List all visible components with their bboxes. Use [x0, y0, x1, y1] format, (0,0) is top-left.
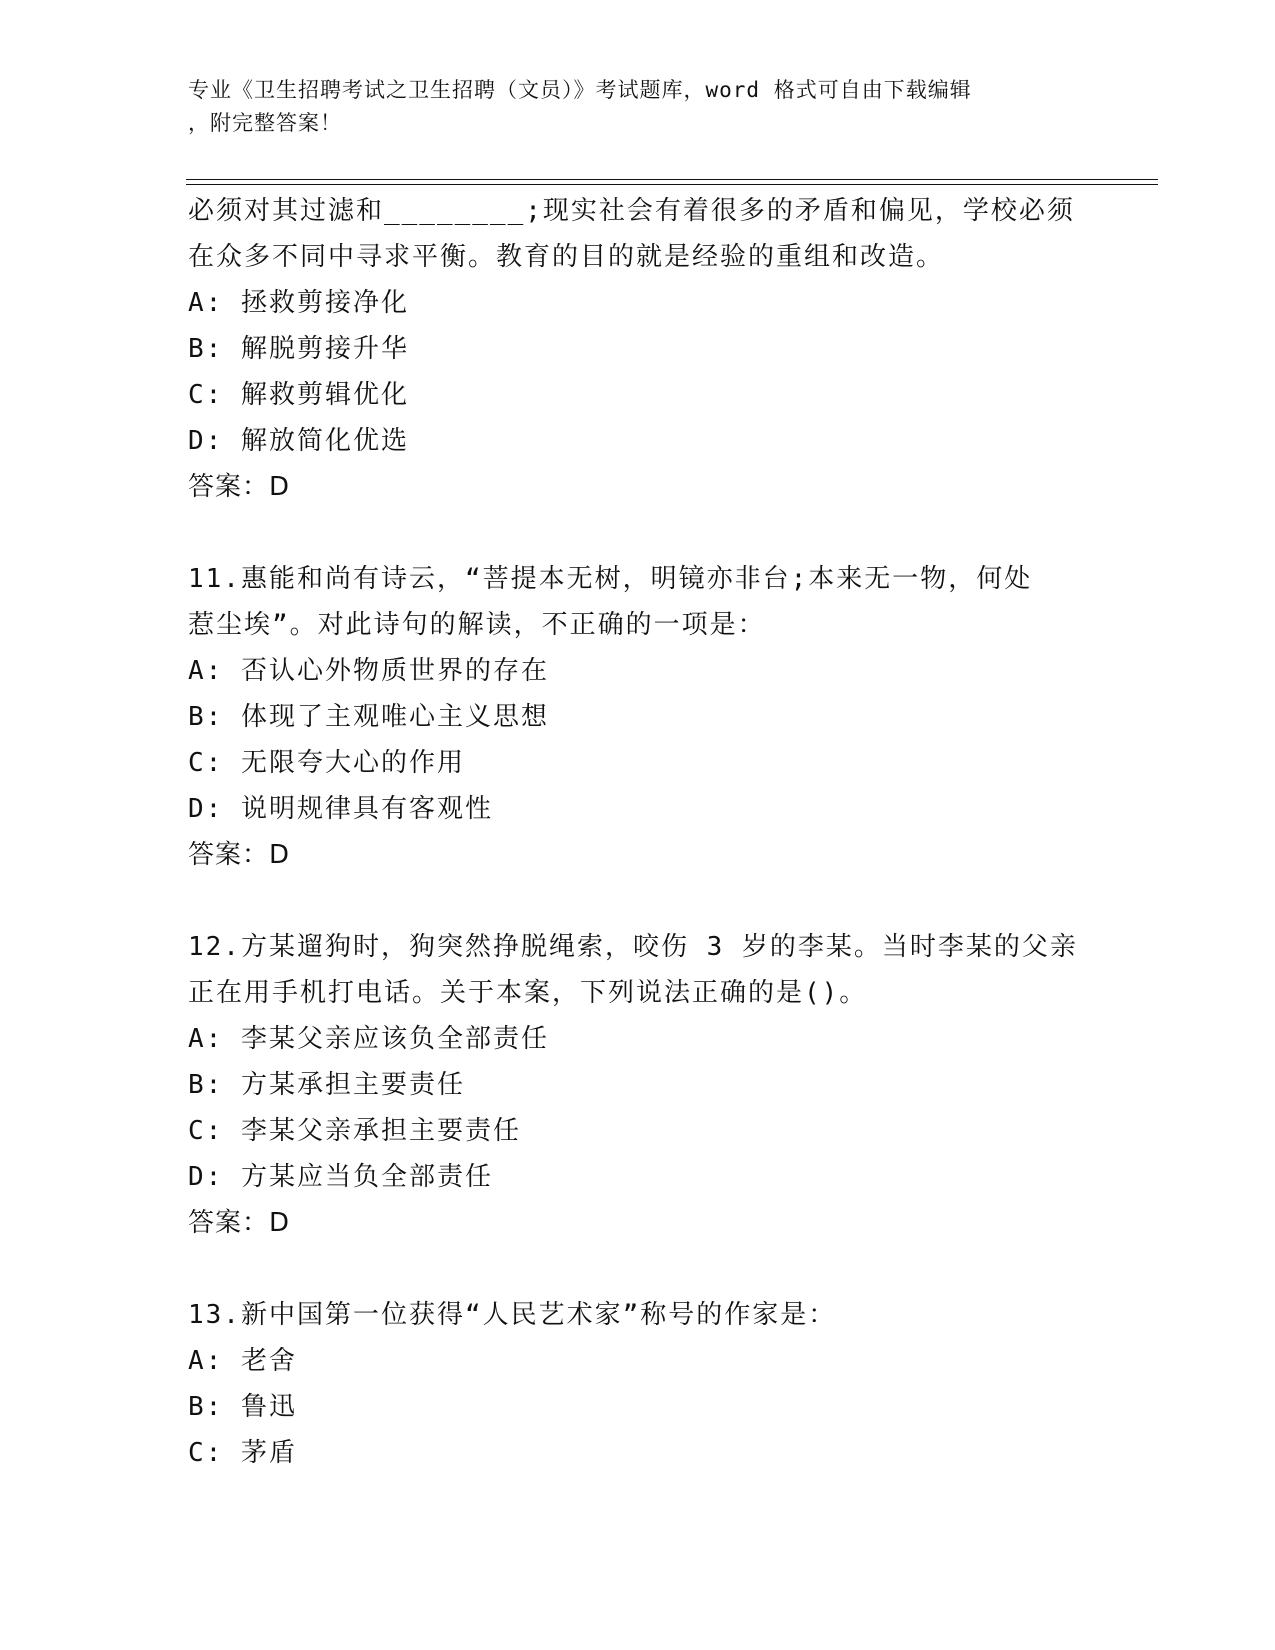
- header-line-2: ，附完整答案！: [188, 111, 342, 135]
- answer: 答案：D: [188, 840, 291, 870]
- option-b: B: 体现了主观唯心主义思想: [188, 702, 549, 732]
- question-10: [188, 188, 1088, 510]
- option-d: D: 说明规律具有客观性: [188, 794, 493, 824]
- question-text-line: 在众多不同中寻求平衡。教育的目的就是经验的重组和改造。: [188, 242, 945, 272]
- option-a: A: 拯救剪接净化: [188, 288, 409, 318]
- header-line-1: 专业《卫生招聘考试之卫生招聘（文员）》考试题库，word 格式可自由下载编辑: [188, 78, 972, 102]
- question-text-line: 12.方某遛狗时，狗突然挣脱绳索，咬伤 3 岁的李某。当时李某的父亲: [188, 932, 1078, 962]
- option-b: B: 解脱剪接升华: [188, 334, 409, 364]
- question-text-line: 必须对其过滤和________;现实社会有着很多的矛盾和偏见，学校必须: [188, 196, 1075, 226]
- option-b: B: 方某承担主要责任: [188, 1070, 465, 1100]
- question-text-line: 11.惠能和尚有诗云，“菩提本无树，明镜亦非台;本来无一物，何处: [188, 564, 1033, 594]
- option-d: D: 方某应当负全部责任: [188, 1162, 493, 1192]
- question-12: [188, 924, 1088, 1246]
- header-divider-top: [186, 179, 1158, 180]
- question-text-line: 惹尘埃”。对此诗句的解读，不正确的一项是：: [188, 610, 766, 640]
- option-c: C: 解救剪辑优化: [188, 380, 409, 410]
- question-11: [188, 556, 1088, 878]
- option-c: C: 茅盾: [188, 1438, 297, 1468]
- answer: 答案：D: [188, 1208, 291, 1238]
- option-c: C: 李某父亲承担主要责任: [188, 1116, 521, 1146]
- option-a: A: 老舍: [188, 1346, 297, 1376]
- document-header: [188, 74, 1088, 140]
- question-13: [188, 1292, 1088, 1476]
- option-b: B: 鲁迅: [188, 1392, 297, 1422]
- option-d: D: 解放简化优选: [188, 426, 409, 456]
- answer: 答案：D: [188, 472, 291, 502]
- option-a: A: 李某父亲应该负全部责任: [188, 1024, 549, 1054]
- option-a: A: 否认心外物质世界的存在: [188, 656, 549, 686]
- option-c: C: 无限夸大心的作用: [188, 748, 465, 778]
- question-text-line: 正在用手机打电话。关于本案，下列说法正确的是()。: [188, 978, 868, 1008]
- header-divider-bottom: [186, 184, 1158, 185]
- question-list: [188, 188, 1088, 1476]
- question-text-line: 13.新中国第一位获得“人民艺术家”称号的作家是：: [188, 1300, 837, 1330]
